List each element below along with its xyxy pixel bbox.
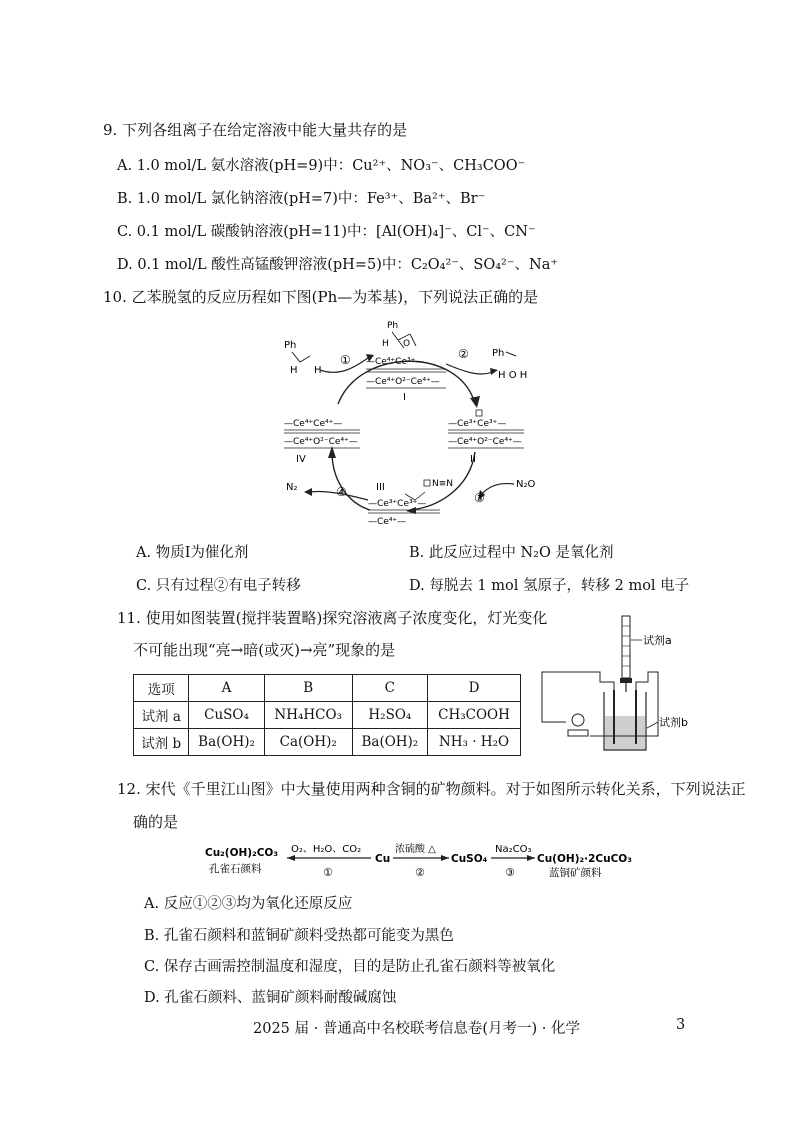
svg-text:Ph: Ph — [492, 348, 505, 359]
species-iv-surface: —Ce⁴⁺Ce⁴⁺— — [284, 419, 343, 429]
q9-option-d: D. 0.1 mol/L 酸性高锰酸钾溶液(pH=5)中：C₂O₄²⁻、SO₄²⁻、Na⁺ — [117, 257, 559, 273]
copper-conversion-scheme — [205, 838, 665, 884]
svg-text:③: ③ — [505, 866, 515, 879]
azurite-name: 蓝铜矿颜料 — [549, 867, 602, 879]
page-footer: 2025 届 · 普通高中名校联考信息卷(月考一) · 化学 — [253, 1021, 580, 1037]
q9-option-a: A. 1.0 mol/L 氨水溶液(pH=9)中：Cu²⁺、NO₃⁻、CH₃COO⁻ — [117, 158, 526, 174]
species-ii-label: II — [470, 454, 476, 465]
q9-option-b: B. 1.0 mol/L 氯化钠溶液(pH=7)中：Fe³⁺、Ba²⁺、Br⁻ — [117, 191, 486, 207]
cycle-arc-left — [332, 452, 370, 510]
table-header-row: 选项 A B C D — [134, 675, 521, 702]
malachite-name: 孔雀石颜料 — [209, 863, 262, 875]
q9-stem: 9. 下列各组离子在给定溶液中能大量共存的是 — [103, 121, 408, 139]
azurite-formula: Cu(OH)₂·2CuCO₃ — [537, 853, 632, 865]
svg-text:②: ② — [415, 866, 425, 879]
step-2-label: ② — [458, 347, 469, 361]
table-row: 试剂 b Ba(OH)₂ Ca(OH)₂ Ba(OH)₂ NH₃ · H₂O — [134, 729, 521, 756]
q10-option-d: D. 每脱去 1 mol 氢原子，转移 2 mol 电子 — [409, 578, 690, 594]
svg-text:O: O — [403, 339, 411, 349]
step-4-label: ④ — [336, 485, 347, 499]
q12-option-a: A. 反应①②③均为氧化还原反应 — [144, 896, 353, 912]
svg-text:Na₂CO₃: Na₂CO₃ — [495, 844, 532, 855]
svg-text:H: H — [314, 365, 322, 376]
q10-option-c: C. 只有过程②有电子转移 — [136, 578, 301, 594]
svg-text:N₂O: N₂O — [516, 479, 536, 490]
reagent-a-label: 试剂a — [643, 634, 672, 647]
q10-stem: 10. 乙苯脱氢的反应历程如下图(Ph—为苯基)，下列说法正确的是 — [103, 288, 539, 306]
lamp-icon — [568, 730, 588, 736]
q11-stem: 11. 使用如图装置(搅拌装置略)探究溶液离子浓度变化，灯光变化 — [117, 609, 548, 627]
ph-ethylbenzene: Ph — [284, 340, 297, 351]
step-3-label: ③ — [474, 491, 485, 505]
svg-text:O₂、H₂O、CO₂: O₂、H₂O、CO₂ — [291, 844, 362, 855]
q11-stem-cont: 不可能出现“亮→暗(或灭)→亮”现象的是 — [133, 641, 396, 659]
table-row: 试剂 a CuSO₄ NH₄HCO₃ H₂SO₄ CH₃COOH — [134, 702, 521, 729]
svg-text:浓硫酸 △: 浓硫酸 △ — [395, 844, 436, 855]
q11-reagent-table — [133, 674, 521, 756]
species-ii-surface: —Ce³⁺Ce³⁺— — [448, 419, 507, 429]
svg-text:—Ce⁴⁺O²⁻Ce⁴⁺—: —Ce⁴⁺O²⁻Ce⁴⁺— — [366, 377, 440, 387]
conductivity-apparatus-diagram — [530, 612, 710, 772]
svg-text:—Ce⁴⁺O²⁻Ce⁴⁺—: —Ce⁴⁺O²⁻Ce⁴⁺— — [284, 437, 358, 447]
svg-text:①: ① — [323, 866, 333, 879]
species-i-surface: —Ce⁴⁺Ce³⁺— — [366, 357, 425, 367]
q9-option-c: C. 0.1 mol/L 碳酸钠溶液(pH=11)中：[Al(OH)₄]⁻、Cl⁻、CN⁻ — [117, 224, 536, 240]
svg-text:H: H — [290, 365, 298, 376]
reagent-b-label: 试剂b — [659, 716, 688, 729]
svg-text:—Ce⁴⁺—: —Ce⁴⁺— — [368, 517, 407, 527]
malachite-formula: Cu₂(OH)₂CO₃ — [205, 847, 278, 859]
svg-text:H: H — [382, 339, 389, 349]
q12-option-b: B. 孔雀石颜料和蓝铜矿颜料受热都可能变为黑色 — [144, 928, 454, 944]
species-i-label: I — [403, 392, 406, 403]
species-iv-label: IV — [296, 454, 306, 465]
copper-formula: Cu — [375, 853, 391, 865]
reaction-cycle-diagram — [270, 312, 550, 532]
svg-text:Ph: Ph — [387, 321, 399, 331]
species-iii-surface: —Ce³⁺Ce³⁺— — [368, 499, 427, 509]
q10-option-a: A. 物质Ⅰ为催化剂 — [136, 545, 249, 561]
q12-stem: 12. 宋代《千里江山图》中大量使用两种含铜的矿物颜料。对于如图所示转化关系，下列说法正 — [117, 780, 746, 798]
q12-option-d: D. 孔雀石颜料、蓝铜矿颜料耐酸碱腐蚀 — [144, 990, 397, 1006]
cuso4-formula: CuSO₄ — [451, 853, 488, 865]
species-iii-label: III — [376, 482, 385, 493]
page-number: 3 — [676, 1017, 686, 1033]
svg-text:N₂: N₂ — [286, 482, 298, 493]
q12-option-c: C. 保存古画需控制温度和湿度，目的是防止孔雀石颜料等被氧化 — [144, 959, 556, 975]
svg-text:N≡N: N≡N — [432, 479, 454, 489]
step-1-label: ① — [340, 353, 351, 367]
q10-option-b: B. 此反应过程中 N₂O 是氧化剂 — [409, 545, 614, 561]
q12-stem-cont: 确的是 — [133, 813, 179, 831]
svg-text:H O H: H O H — [498, 370, 528, 381]
svg-text:—Ce⁴⁺O²⁻Ce⁴⁺—: —Ce⁴⁺O²⁻Ce⁴⁺— — [448, 437, 522, 447]
